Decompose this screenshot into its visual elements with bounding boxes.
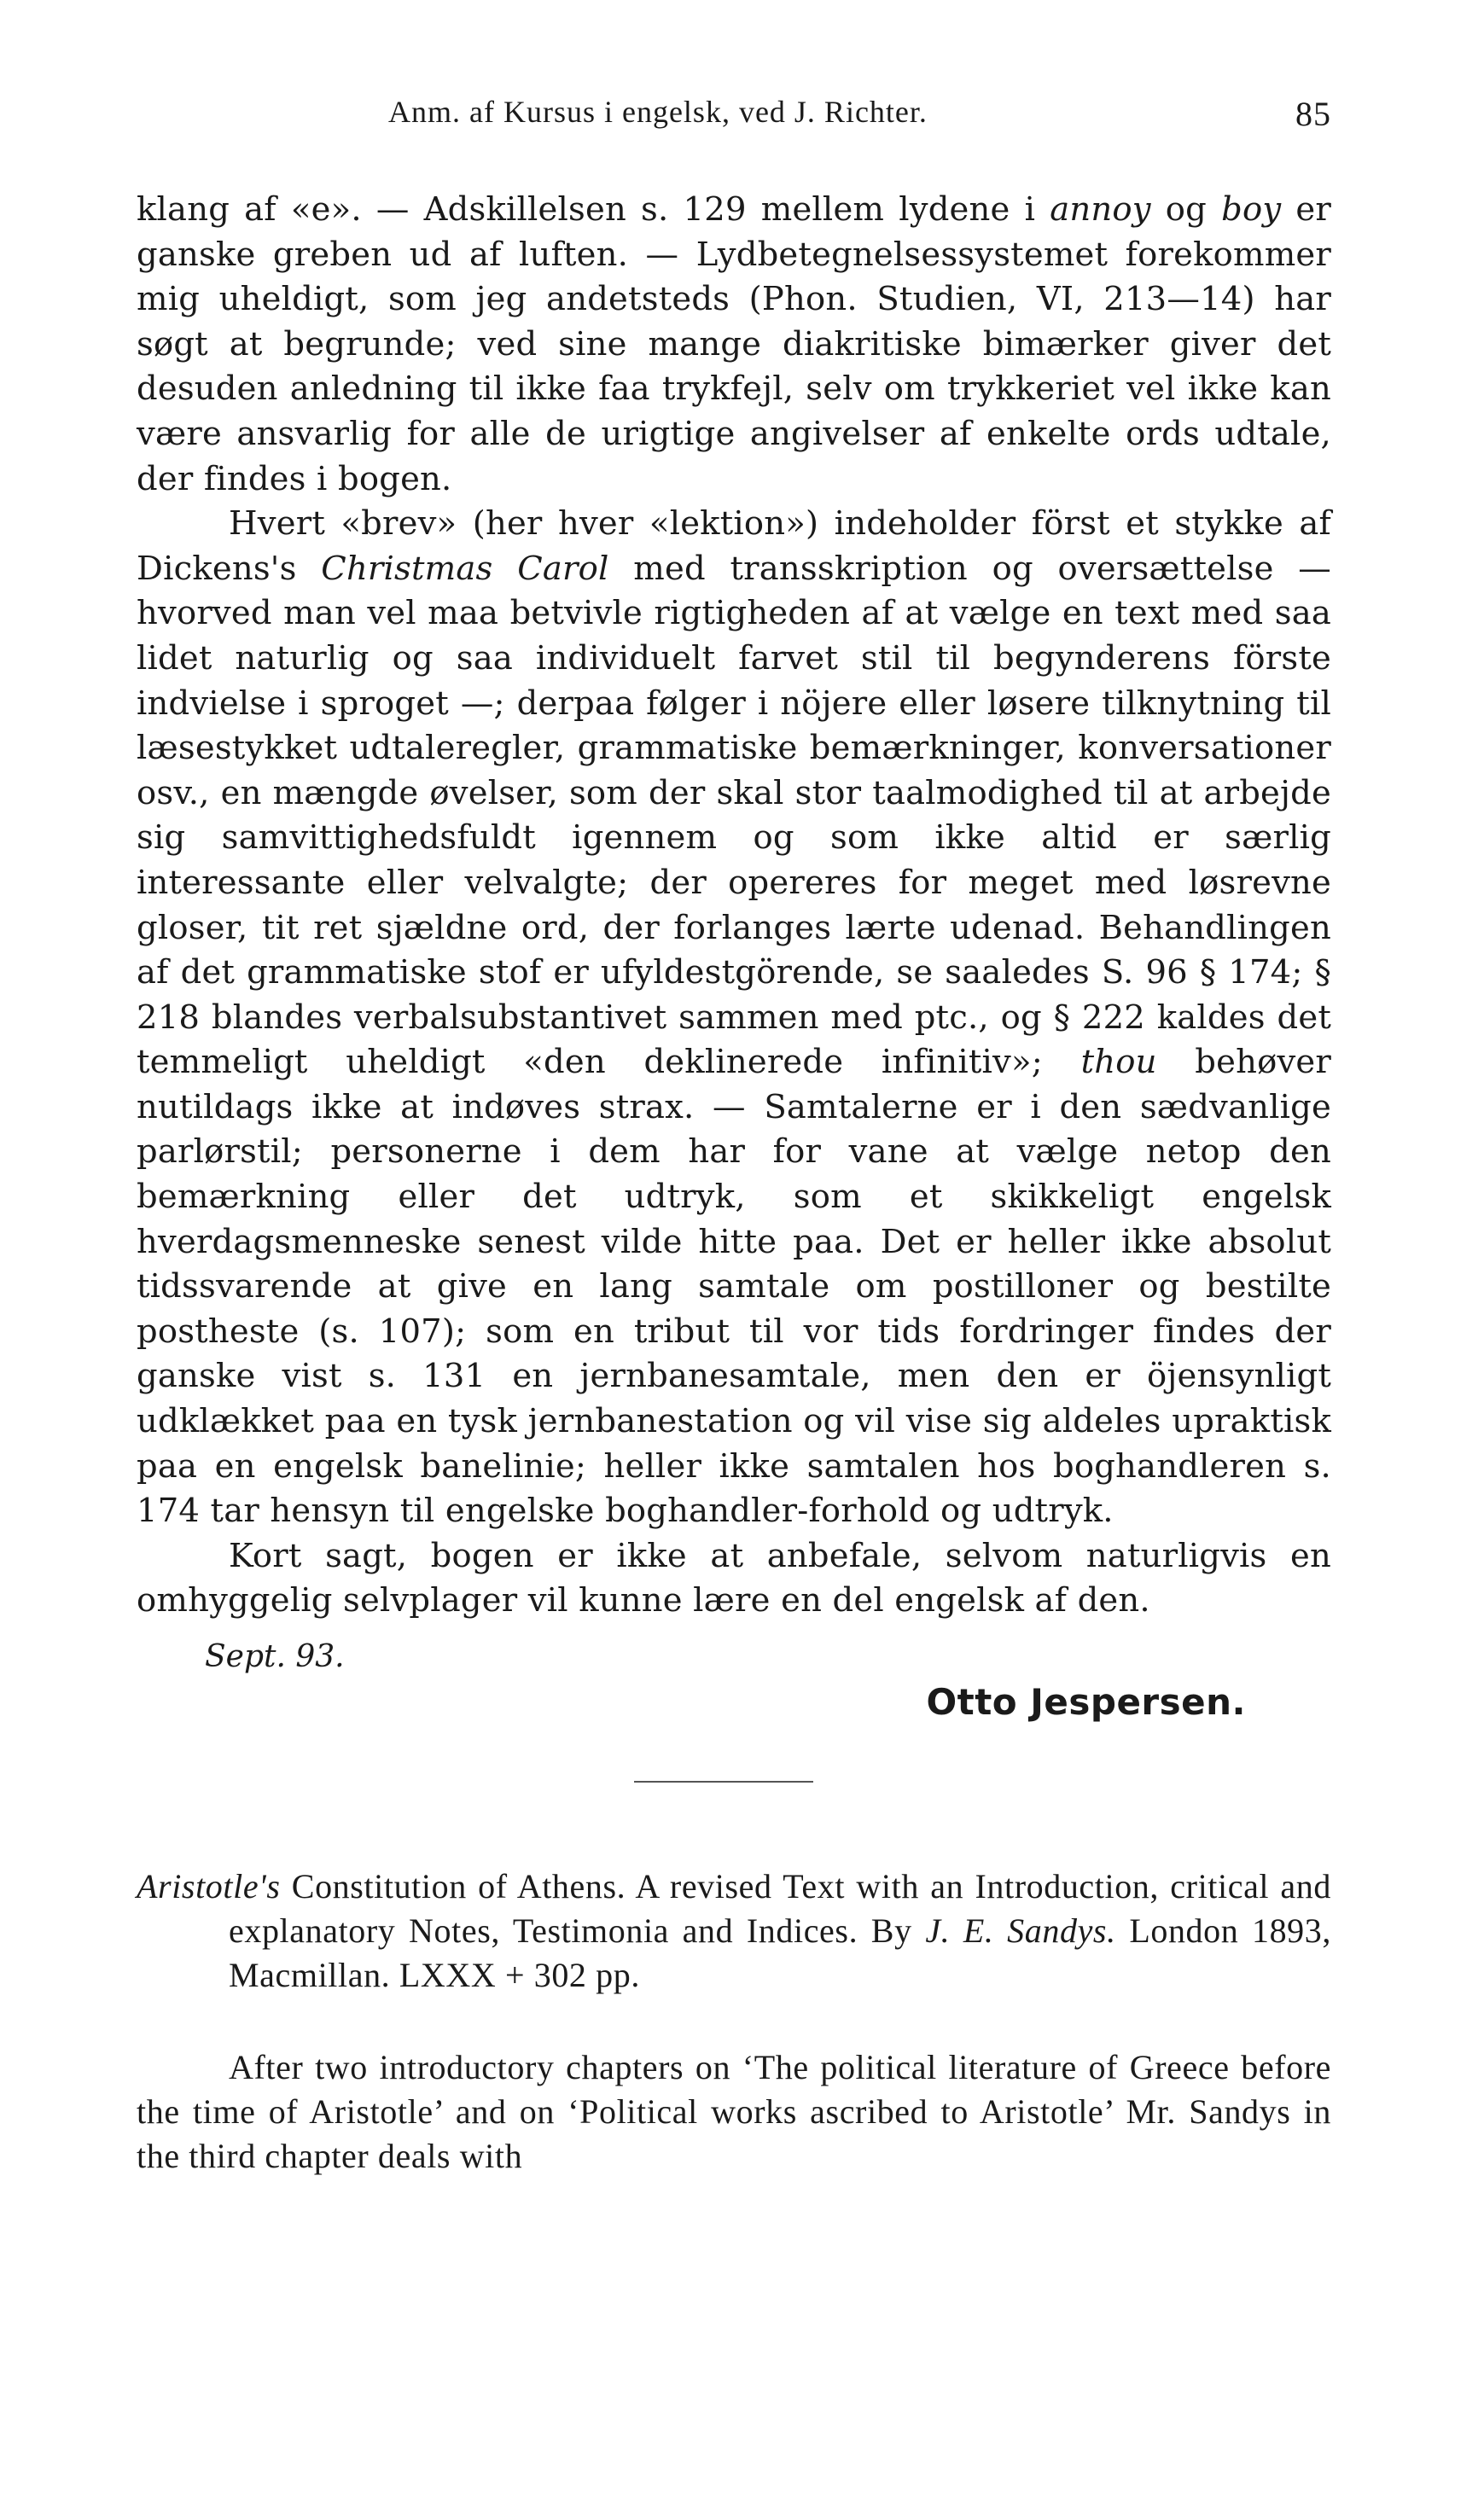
book-author: Aristotle's — [137, 1867, 281, 1905]
text-run: Hvert «brev» (her hver «lektion») indeholder först et stykke af Dickens's — [137, 504, 1331, 588]
text-run: og — [1150, 190, 1222, 229]
running-header — [137, 94, 1331, 145]
book-imprint: London 1893, Macmillan. LXXX + 302 pp. — [229, 1911, 1331, 1994]
page-number: 85 — [1295, 95, 1331, 133]
italic-word-boy: boy — [1221, 190, 1282, 229]
book-title: Constitution of Athens. A revised Text with an Introduction, critical and explanatory Notes, Testimonia and Indices. By — [229, 1867, 1331, 1950]
review-paragraph-2 — [137, 502, 1331, 1534]
italic-title-christmas-carol: Christmas Carol — [321, 549, 609, 588]
italic-word-thou: thou — [1080, 1043, 1157, 1082]
book-editor: J. E. Sandys. — [925, 1911, 1116, 1950]
section-divider — [634, 1781, 813, 1783]
running-title: Anm. af Kursus i engelsk, ved J. Richter. — [388, 95, 928, 129]
review-date: Sept. 93. — [205, 1639, 345, 1674]
text-run: er ganske greben ud af luften. — Lydbetegnelsessystemet forekommer mig uheldigt, som jeg andetsteds (Phon. Studien, VI, 213—14) har søgt at begrunde; ved sine mange diakritiske bimærker giver det desuden anledning til ikke faa trykfejl, selv om trykkeriet vel ikke kan være ansvarlig for alle de urigtige angivelser af enkelte ords udtale, der findes i bogen. — [137, 190, 1331, 498]
review-signature: Otto Jespersen. — [926, 1681, 1246, 1723]
bibliographic-entry — [137, 1865, 1331, 1998]
text-run: behøver nutildags ikke at indøves strax. — Samtalerne er i den sædvanlige parlørstil; personerne i dem har for vane at vælge netop den bemærkning eller det udtryk, som et skikkeligt engelsk hverdagsmenneske senest vilde hitte paa. Det er heller ikke absolut tidssvarende at give en lang samtale om postilloner og bestilte postheste (s. 107); som en tribut til vor tids fordringer findes der ganske vist s. 131 en jernbanesamtale, men den er öjensynligt udklækket paa en tysk jernbanestation og vil vise sig aldeles upraktisk paa en engelsk banelinie; heller ikke samtalen hos boghandleren s. 174 tar hensyn til engelske boghandler-forhold og udtryk. — [137, 1043, 1331, 1531]
english-review-paragraph: After two introductory chapters on ‘The political literature of Greece before the time of Aristotle’ and on ‘Political works ascribed to Aristotle’ Mr. Sandys in the third chapter deals with — [137, 2048, 1331, 2175]
text-run: klang af «e». — Adskillelsen s. 129 mellem lydene i — [137, 190, 1050, 229]
review-paragraph-3: Kort sagt, bogen er ikke at anbefale, selvom naturligvis en omhyggelig selvplager vil kunne lære en del engelsk af den. — [137, 1536, 1331, 1620]
italic-word-annoy: annoy — [1050, 190, 1151, 229]
text-run: med transskription og oversættelse — hvorved man vel maa betvivle rigtigheden af at vælge en text med saa lidet naturlig og saa individuelt farvet stil til begynderens förste indvielse i sproget —; derpaa følger i nöjere eller løsere tilknytning til læsestykket udtaleregler, grammatiske bemærkninger, konversationer osv., en mængde øvelser, som der skal stor taalmodighed til at arbejde sig samvittighedsfuldt igennem og som ikke altid er særlig interessante eller velvalgte; der opereres for meget med løsrevne gloser, tit ret sjældne ord, der forlanges lærte udenad. Behandlingen af det grammatiske stof er ufyldestgörende, se saaledes S. 96 § 174; § 218 blandes verbalsubstantivet sammen med ptc., og § 222 kaldes det temmeligt uheldigt «den deklinerede infinitiv»; — [137, 549, 1332, 1082]
review-paragraph-1 — [137, 188, 1331, 502]
page — [137, 94, 1331, 2179]
review-text — [137, 188, 1331, 1624]
